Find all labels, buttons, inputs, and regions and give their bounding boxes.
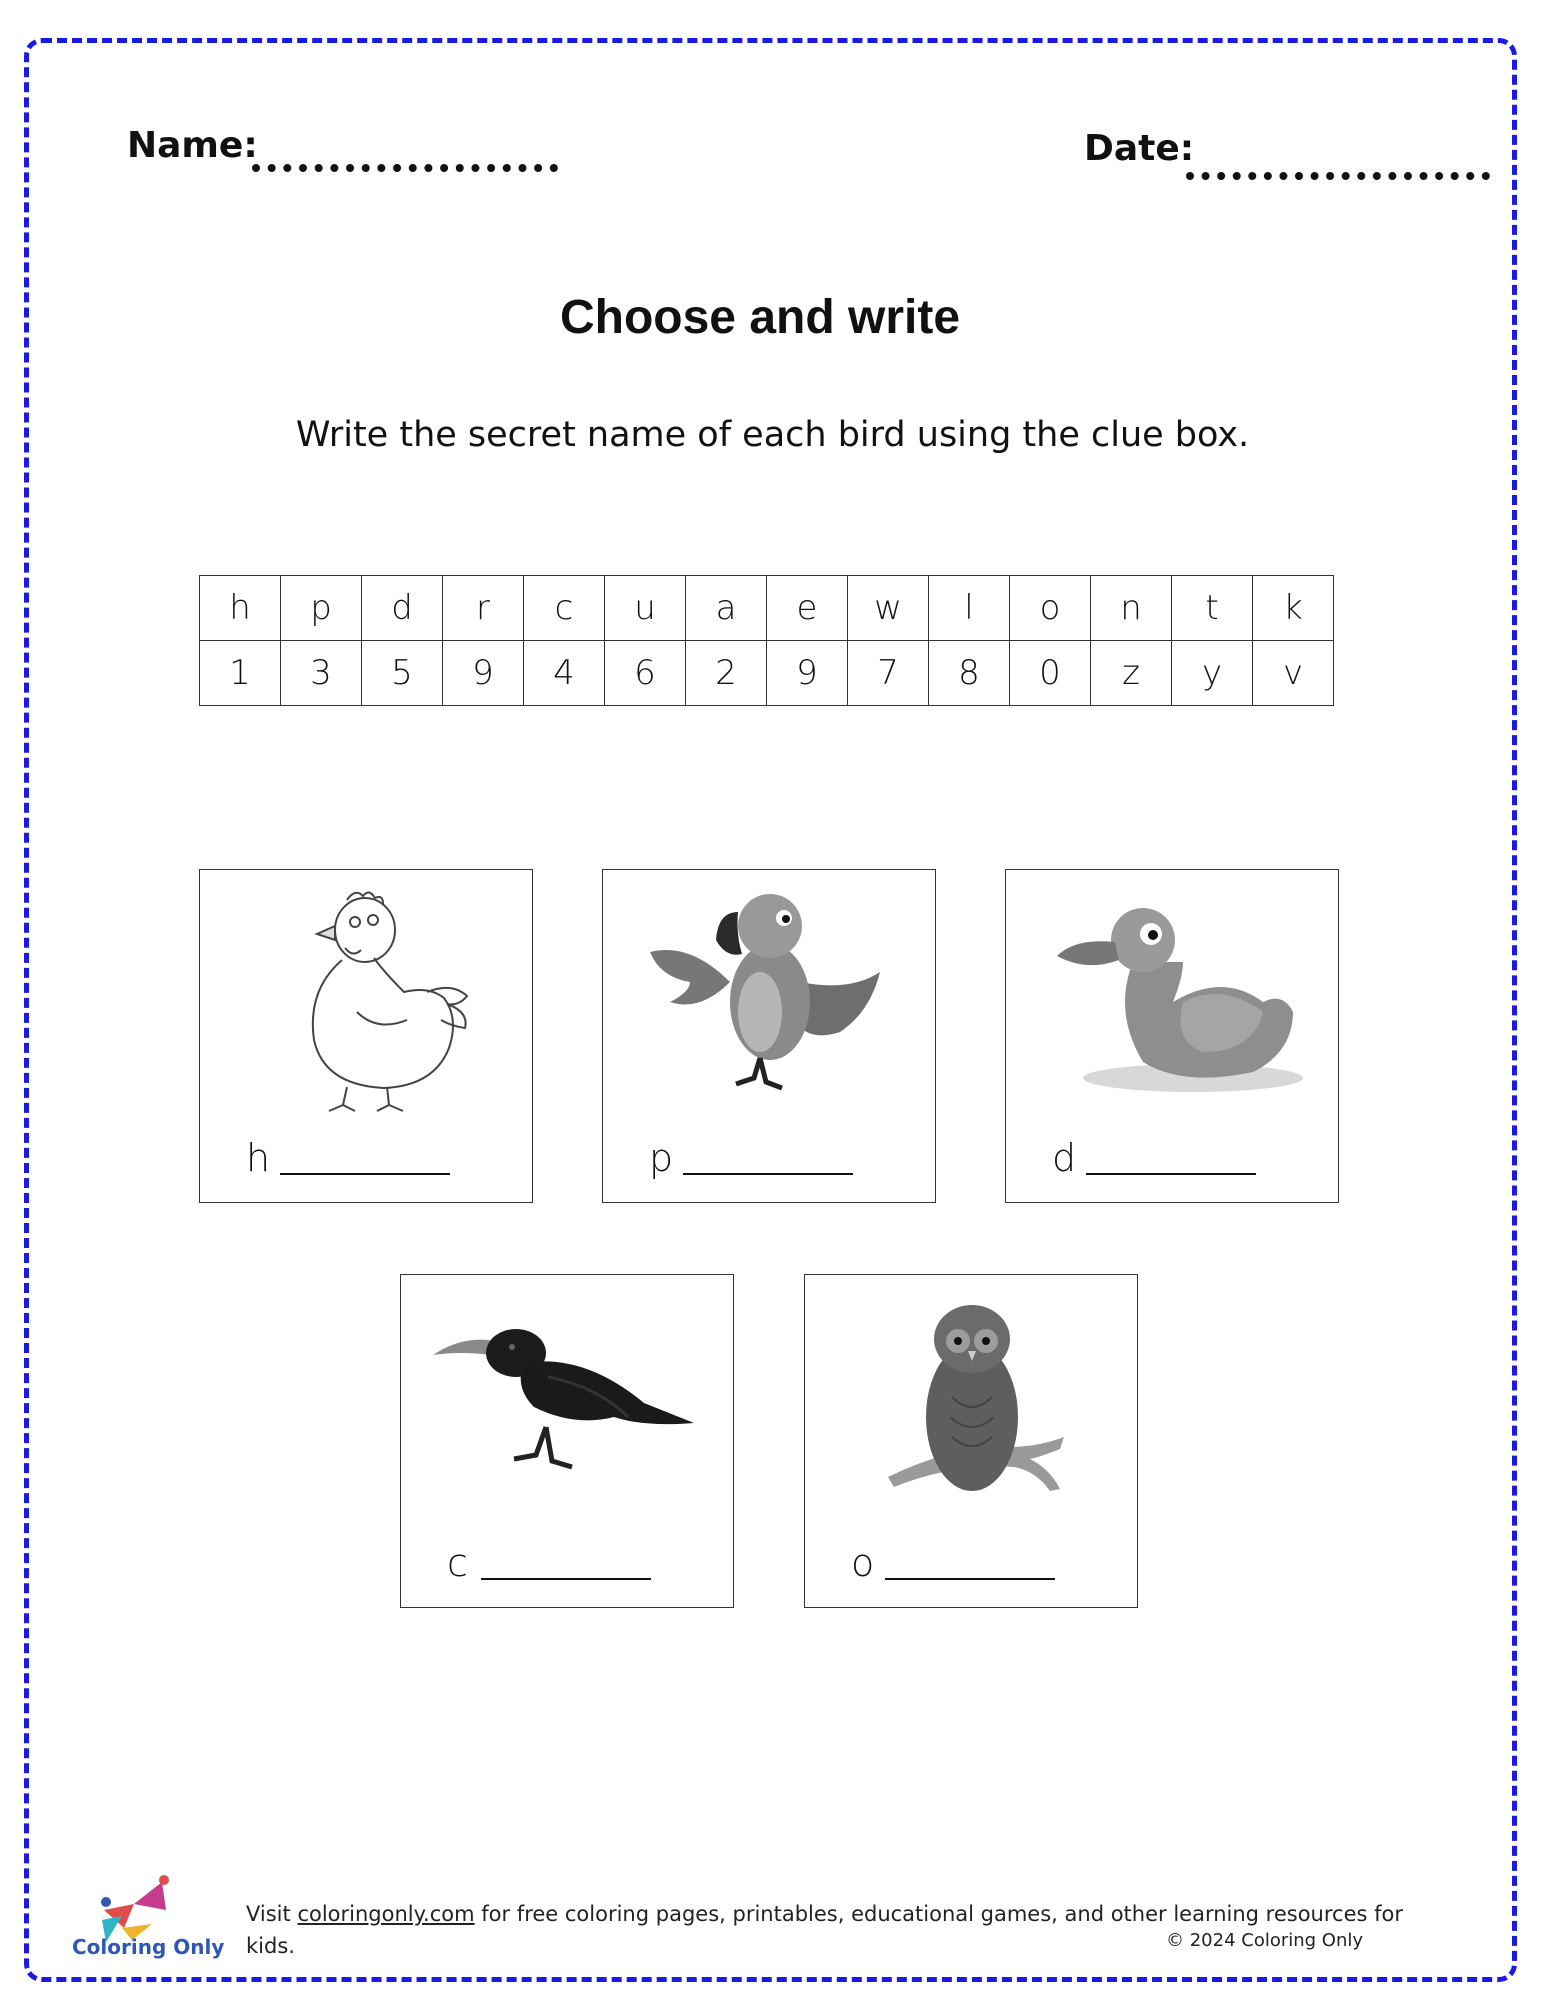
answer-start-letter: h bbox=[246, 1136, 271, 1180]
clue-code-cell: 9 bbox=[767, 641, 848, 706]
clue-code-cell: 7 bbox=[848, 641, 929, 706]
clue-code-cell: v bbox=[1253, 641, 1334, 706]
clue-letter-cell: o bbox=[1010, 576, 1091, 641]
answer-line[interactable] bbox=[885, 1578, 1055, 1580]
footer-visit-suffix: for free coloring pages, printables, educational games, and other learning resources for kids. bbox=[246, 1902, 1403, 1958]
name-field-line[interactable] bbox=[252, 164, 558, 172]
clue-code-cell: y bbox=[1172, 641, 1253, 706]
bird-card-hen bbox=[199, 869, 533, 1203]
clue-letter-cell: r bbox=[443, 576, 524, 641]
clue-letter-cell: l bbox=[929, 576, 1010, 641]
clue-code-cell: z bbox=[1091, 641, 1172, 706]
footer-visit-prefix: Visit bbox=[246, 1902, 298, 1926]
parrot-illustration bbox=[630, 882, 910, 1112]
clue-letter-cell: e bbox=[767, 576, 848, 641]
answer-line[interactable] bbox=[481, 1578, 651, 1580]
clue-letter-cell: d bbox=[362, 576, 443, 641]
clue-letters-row bbox=[200, 576, 1334, 641]
clue-code-cell: 1 bbox=[200, 641, 281, 706]
answer-start-letter: o bbox=[851, 1541, 875, 1585]
answer-start-letter: p bbox=[649, 1136, 674, 1180]
copyright-text: © 2024 Coloring Only bbox=[1166, 1930, 1364, 1951]
answer-start-letter: d bbox=[1052, 1136, 1077, 1180]
clue-letter-cell: h bbox=[200, 576, 281, 641]
clue-letter-cell: p bbox=[281, 576, 362, 641]
answer-line[interactable] bbox=[683, 1173, 853, 1175]
clue-code-cell: 6 bbox=[605, 641, 686, 706]
bird-card-parrot bbox=[602, 869, 936, 1203]
answer-start-letter: c bbox=[447, 1541, 468, 1585]
clue-code-cell: 2 bbox=[686, 641, 767, 706]
clue-code-cell: 4 bbox=[524, 641, 605, 706]
clue-codes-row bbox=[200, 641, 1334, 706]
clue-letter-cell: c bbox=[524, 576, 605, 641]
clue-letter-cell: t bbox=[1172, 576, 1253, 641]
answer-line[interactable] bbox=[1086, 1173, 1256, 1175]
hen-illustration bbox=[227, 882, 507, 1112]
crow-illustration bbox=[428, 1287, 708, 1517]
logo-text: Coloring Only bbox=[72, 1935, 225, 1959]
clue-code-cell: 8 bbox=[929, 641, 1010, 706]
worksheet-instruction: Write the secret name of each bird using the clue box. bbox=[295, 415, 1250, 455]
clue-letter-cell: n bbox=[1091, 576, 1172, 641]
clue-code-cell: 9 bbox=[443, 641, 524, 706]
clue-letter-cell: k bbox=[1253, 576, 1334, 641]
answer-line[interactable] bbox=[280, 1173, 450, 1175]
bird-card-duck bbox=[1005, 869, 1339, 1203]
bird-card-crow bbox=[400, 1274, 734, 1608]
clue-letter-cell: w bbox=[848, 576, 929, 641]
date-label: Date: bbox=[1084, 128, 1195, 169]
clue-code-cell: 3 bbox=[281, 641, 362, 706]
clue-code-cell: 5 bbox=[362, 641, 443, 706]
footer-link[interactable]: coloringonly.com bbox=[297, 1902, 475, 1926]
name-label: Name: bbox=[127, 125, 258, 166]
clue-letter-cell: u bbox=[605, 576, 686, 641]
date-field-line[interactable] bbox=[1186, 172, 1490, 180]
worksheet-title: Choose and write bbox=[559, 291, 961, 344]
clue-code-cell: 0 bbox=[1010, 641, 1091, 706]
owl-illustration bbox=[832, 1287, 1112, 1517]
clue-box bbox=[199, 575, 1334, 706]
clue-letter-cell: a bbox=[686, 576, 767, 641]
duck-illustration bbox=[1033, 882, 1313, 1112]
bird-card-owl bbox=[804, 1274, 1138, 1608]
